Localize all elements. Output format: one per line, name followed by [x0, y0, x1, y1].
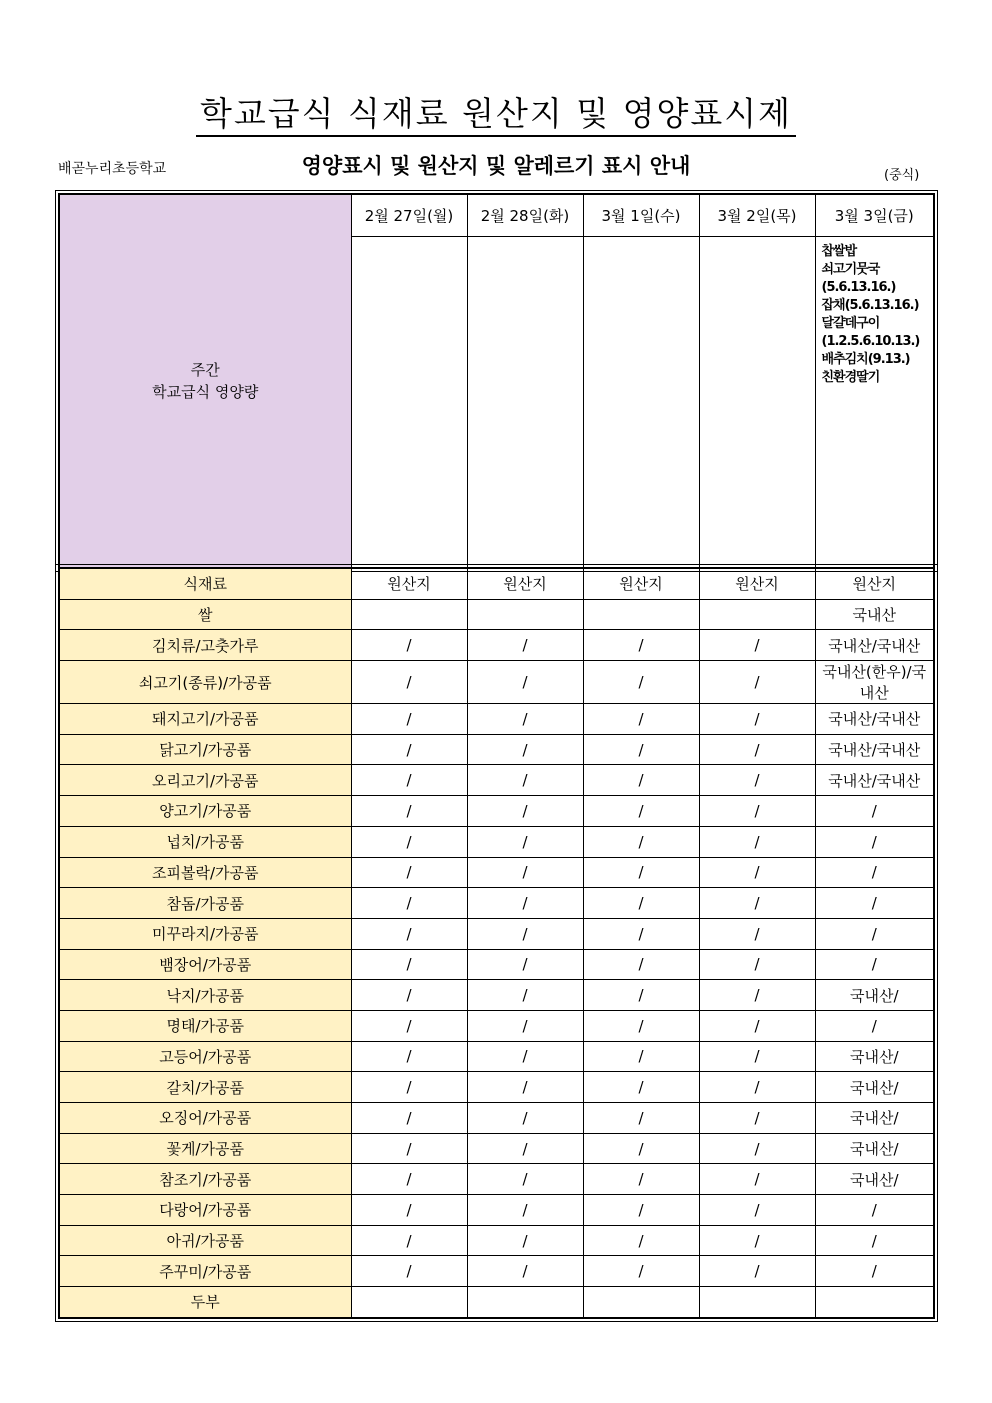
menu-cell	[699, 237, 815, 569]
origin-cell: /	[699, 704, 815, 735]
origin-cell: /	[351, 980, 467, 1011]
origin-cell: /	[699, 1041, 815, 1072]
table-row	[59, 1164, 934, 1195]
origin-cell: /	[467, 888, 583, 919]
origin-cell	[699, 1287, 815, 1318]
ingredient-name: 조피볼락/가공품	[59, 857, 351, 888]
origin-cell: /	[583, 1103, 699, 1134]
origin-cell: /	[815, 888, 934, 919]
origin-cell: /	[351, 1041, 467, 1072]
origin-cell: /	[467, 1133, 583, 1164]
weekly-nutrition-label: 주간 학교급식 영양량	[59, 194, 351, 568]
origin-cell: /	[815, 1010, 934, 1041]
ingredient-name: 쌀	[59, 599, 351, 630]
origin-cell: 국내산/	[815, 1072, 934, 1103]
origin-cell: /	[583, 1195, 699, 1226]
origin-table	[58, 567, 935, 1319]
day-header: 2월 28일(화)	[467, 194, 583, 237]
origin-cell: /	[815, 857, 934, 888]
origin-cell	[467, 1287, 583, 1318]
origin-cell: /	[699, 734, 815, 765]
table-row	[59, 765, 934, 796]
origin-cell: /	[351, 1256, 467, 1287]
menu-cell	[815, 237, 934, 569]
menu-item: 친환경딸기	[821, 370, 880, 385]
origin-cell: /	[699, 857, 815, 888]
origin-cell: /	[351, 796, 467, 827]
origin-cell: /	[583, 765, 699, 796]
ingredient-name: 돼지고기/가공품	[59, 704, 351, 735]
origin-cell: /	[351, 949, 467, 980]
ingredient-name: 오리고기/가공품	[59, 765, 351, 796]
origin-cell: /	[583, 1041, 699, 1072]
origin-cell: /	[467, 857, 583, 888]
menu-item: 쇠고기뭇국(5.6.13.16.)	[821, 262, 896, 295]
origin-cell: /	[699, 630, 815, 661]
origin-cell: /	[467, 1103, 583, 1134]
ingredient-name: 주꾸미/가공품	[59, 1256, 351, 1287]
ingredient-name: 명태/가공품	[59, 1010, 351, 1041]
origin-cell: 국내산/국내산	[815, 734, 934, 765]
ingredient-name: 양고기/가공품	[59, 796, 351, 827]
table-row	[59, 826, 934, 857]
origin-cell: /	[699, 1256, 815, 1287]
table-row	[59, 1256, 934, 1287]
origin-header: 원산지	[583, 568, 699, 599]
menu-item: 찹쌀밥	[821, 244, 857, 259]
origin-cell: /	[467, 630, 583, 661]
ingredient-name: 뱀장어/가공품	[59, 949, 351, 980]
origin-cell: /	[815, 949, 934, 980]
ingredient-name: 쇠고기(종류)/가공품	[59, 661, 351, 704]
table-row	[59, 661, 934, 704]
table-row	[59, 980, 934, 1011]
table-row	[59, 599, 934, 630]
meal-type: (중식)	[884, 168, 920, 183]
document-subtitle: 영양표시 및 원산지 및 알레르기 표시 안내	[301, 154, 691, 178]
origin-cell: /	[583, 630, 699, 661]
origin-cell: /	[583, 1164, 699, 1195]
origin-cell: /	[467, 1164, 583, 1195]
ingredient-name: 오징어/가공품	[59, 1103, 351, 1134]
ingredient-name: 다랑어/가공품	[59, 1195, 351, 1226]
ingredient-name: 꽃게/가공품	[59, 1133, 351, 1164]
menu-cell	[583, 237, 699, 569]
origin-cell: /	[815, 1256, 934, 1287]
origin-cell: /	[467, 980, 583, 1011]
origin-cell: /	[699, 1195, 815, 1226]
origin-cell: /	[699, 826, 815, 857]
ingredient-name: 참돔/가공품	[59, 888, 351, 919]
origin-cell: 국내산	[815, 599, 934, 630]
origin-cell	[699, 599, 815, 630]
table-row	[59, 1041, 934, 1072]
origin-header: 원산지	[467, 568, 583, 599]
origin-cell: /	[583, 1072, 699, 1103]
origin-cell: /	[699, 1072, 815, 1103]
table-row	[59, 1133, 934, 1164]
table-row	[59, 796, 934, 827]
ingredient-name: 갈치/가공품	[59, 1072, 351, 1103]
ingredient-name: 두부	[59, 1287, 351, 1318]
origin-cell: /	[467, 796, 583, 827]
ingredient-name: 닭고기/가공품	[59, 734, 351, 765]
origin-cell: 국내산/	[815, 1103, 934, 1134]
menu-item: 달걀데구이(1.2.5.6.10.13.)	[821, 316, 920, 349]
origin-cell: /	[351, 857, 467, 888]
origin-cell: /	[467, 1041, 583, 1072]
origin-cell: /	[351, 734, 467, 765]
origin-cell: /	[351, 1103, 467, 1134]
origin-cell: /	[351, 661, 467, 704]
origin-header: 원산지	[815, 568, 934, 599]
menu-item: 배추김치(9.13.)	[821, 352, 910, 367]
ingredient-name: 고등어/가공품	[59, 1041, 351, 1072]
table-row	[59, 734, 934, 765]
origin-cell: /	[699, 918, 815, 949]
origin-cell: /	[351, 630, 467, 661]
origin-cell: /	[583, 704, 699, 735]
origin-cell: /	[699, 1103, 815, 1134]
table-row	[59, 1195, 934, 1226]
origin-cell: 국내산/	[815, 980, 934, 1011]
day-header: 3월 2일(목)	[699, 194, 815, 237]
table-row	[59, 1010, 934, 1041]
origin-cell: 국내산/국내산	[815, 765, 934, 796]
origin-cell: /	[583, 980, 699, 1011]
ingredient-name: 낙지/가공품	[59, 980, 351, 1011]
document-title: 학교급식 식재료 원산지 및 영양표시제	[0, 88, 992, 135]
origin-cell: /	[351, 1195, 467, 1226]
origin-cell: /	[699, 1133, 815, 1164]
school-name: 배곧누리초등학교	[58, 161, 167, 177]
origin-cell: /	[699, 1010, 815, 1041]
origin-cell: /	[467, 1195, 583, 1226]
origin-cell	[583, 599, 699, 630]
origin-cell: 국내산/	[815, 1041, 934, 1072]
ingredient-name: 아귀/가공품	[59, 1225, 351, 1256]
origin-cell: /	[699, 796, 815, 827]
origin-cell: /	[583, 1225, 699, 1256]
origin-cell: 국내산/	[815, 1133, 934, 1164]
weekly-nutrition-table	[58, 193, 935, 569]
ingredient-name: 넙치/가공품	[59, 826, 351, 857]
menu-cell	[351, 237, 467, 569]
origin-cell: /	[699, 980, 815, 1011]
origin-cell: /	[467, 1256, 583, 1287]
origin-cell: /	[351, 1225, 467, 1256]
origin-cell: /	[467, 1010, 583, 1041]
day-header: 3월 3일(금)	[815, 194, 934, 237]
origin-cell: /	[351, 704, 467, 735]
origin-cell: 국내산/국내산	[815, 704, 934, 735]
origin-cell: /	[699, 765, 815, 796]
origin-cell: /	[583, 1256, 699, 1287]
origin-cell: /	[815, 826, 934, 857]
origin-cell: /	[583, 826, 699, 857]
origin-cell: /	[467, 661, 583, 704]
origin-cell: 국내산/국내산	[815, 630, 934, 661]
origin-cell	[815, 1287, 934, 1318]
origin-cell: /	[351, 826, 467, 857]
table-row	[59, 630, 934, 661]
origin-cell: /	[583, 888, 699, 919]
table-row	[59, 1103, 934, 1134]
origin-cell: /	[699, 1164, 815, 1195]
origin-cell: /	[815, 1195, 934, 1226]
origin-cell: /	[467, 826, 583, 857]
origin-cell: /	[467, 1225, 583, 1256]
day-header: 3월 1일(수)	[583, 194, 699, 237]
table-row	[59, 1287, 934, 1318]
origin-cell: /	[583, 796, 699, 827]
table-row	[59, 949, 934, 980]
menu-cell	[467, 237, 583, 569]
table-row	[59, 1072, 934, 1103]
origin-cell	[351, 1287, 467, 1318]
origin-cell: /	[351, 918, 467, 949]
origin-cell: /	[351, 765, 467, 796]
origin-cell: /	[699, 1225, 815, 1256]
ingredient-name: 미꾸라지/가공품	[59, 918, 351, 949]
origin-cell	[351, 599, 467, 630]
ingredient-name: 참조기/가공품	[59, 1164, 351, 1195]
origin-cell: /	[815, 918, 934, 949]
origin-cell: /	[583, 857, 699, 888]
origin-header: 원산지	[351, 568, 467, 599]
origin-cell: /	[467, 918, 583, 949]
origin-cell: /	[815, 1225, 934, 1256]
origin-cell: /	[583, 1010, 699, 1041]
origin-cell: /	[699, 949, 815, 980]
ingredient-header: 식재료	[59, 568, 351, 599]
origin-cell	[583, 1287, 699, 1318]
origin-header: 원산지	[699, 568, 815, 599]
origin-cell: /	[351, 1010, 467, 1041]
origin-cell: /	[467, 949, 583, 980]
day-header: 2월 27일(월)	[351, 194, 467, 237]
origin-cell: /	[351, 1072, 467, 1103]
origin-cell: 국내산(한우)/국내산	[815, 661, 934, 704]
table-row	[59, 918, 934, 949]
origin-cell: /	[351, 888, 467, 919]
origin-cell: /	[351, 1133, 467, 1164]
origin-cell: /	[699, 888, 815, 919]
origin-cell: /	[467, 765, 583, 796]
origin-cell: /	[583, 1133, 699, 1164]
origin-cell: /	[583, 661, 699, 704]
origin-cell: /	[699, 661, 815, 704]
origin-cell: /	[815, 796, 934, 827]
origin-cell: /	[583, 918, 699, 949]
origin-cell: /	[467, 734, 583, 765]
origin-cell: /	[351, 1164, 467, 1195]
table-row	[59, 704, 934, 735]
table-row	[59, 1225, 934, 1256]
ingredient-name: 김치류/고춧가루	[59, 630, 351, 661]
origin-cell: /	[583, 734, 699, 765]
origin-cell: /	[583, 949, 699, 980]
origin-cell: /	[467, 1072, 583, 1103]
origin-cell	[467, 599, 583, 630]
origin-cell: 국내산/	[815, 1164, 934, 1195]
table-row	[59, 888, 934, 919]
origin-cell: /	[467, 704, 583, 735]
menu-item: 잡채(5.6.13.16.)	[821, 298, 919, 313]
table-row	[59, 857, 934, 888]
